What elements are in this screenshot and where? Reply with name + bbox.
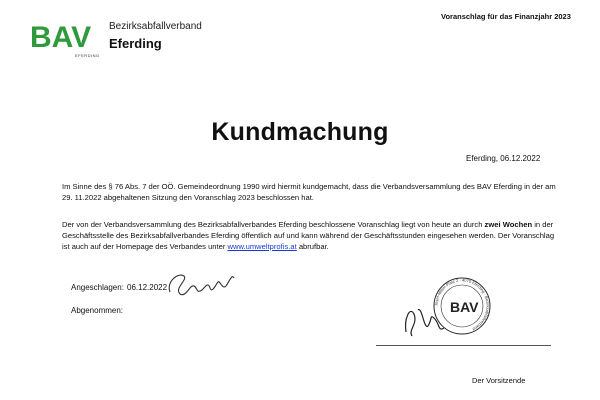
paragraph-resolution: Im Sinne des § 76 Abs. 7 der OÖ. Gemeindeordnung 1990 wird hiermit kundgemacht, dass die Verbandsversammlung des BAV Eferding in der am 29. 11.2022 abgehaltenen Sitzung den Voranschlag 2023 beschlossen hat. bbox=[62, 182, 556, 202]
signature-line bbox=[376, 345, 551, 346]
removed-label: Abgenommen: bbox=[71, 306, 124, 315]
posting-signature bbox=[160, 264, 240, 300]
paragraph-text-3: abrufbar. bbox=[296, 241, 329, 251]
bav-logo-text: BAV bbox=[30, 21, 92, 54]
org-name-line1: Bezirksabfallverband bbox=[109, 21, 202, 32]
posted-date: 06.12.2022 bbox=[127, 283, 168, 292]
org-name-line2: Eferding bbox=[109, 36, 162, 51]
seal-ring-text: Josef-Mitter-Platz 2 · 4070 Eferding · Bezirksabfallverband bbox=[433, 277, 491, 332]
bav-logo bbox=[30, 20, 110, 60]
paragraph-text-1: Der von der Verbandsversammlung des Bezirksabfallverbandes Eferding beschlossene Voranschlag liegt von heute an durch bbox=[62, 220, 485, 229]
paragraph-public-display bbox=[62, 220, 562, 252]
paragraph-text-2: in der Geschäftsstelle des Bezirksabfallverbandes Eferding öffentlich auf und kann während der Geschäftsstunden eingesehen werden. Der Voranschlag ist auch auf der Homepage des Verbandes unter bbox=[62, 220, 555, 251]
budget-note: Voranschlag für das Finanzjahr 2023 bbox=[441, 12, 571, 21]
official-seal bbox=[400, 270, 510, 350]
chair-label: Der Vorsitzende bbox=[472, 376, 526, 385]
seal-logo-text: BAV bbox=[450, 299, 479, 315]
place-date: Eferding, 06.12.2022 bbox=[466, 154, 541, 163]
bav-logo-subtext: EFERDING bbox=[75, 53, 100, 58]
paragraph-bold-duration: zwei Wochen bbox=[484, 220, 533, 229]
posted-label: Angeschlagen: bbox=[71, 283, 124, 292]
page-title: Kundmachung bbox=[211, 118, 389, 146]
homepage-link[interactable]: www.umweltprofis.at bbox=[227, 241, 297, 251]
